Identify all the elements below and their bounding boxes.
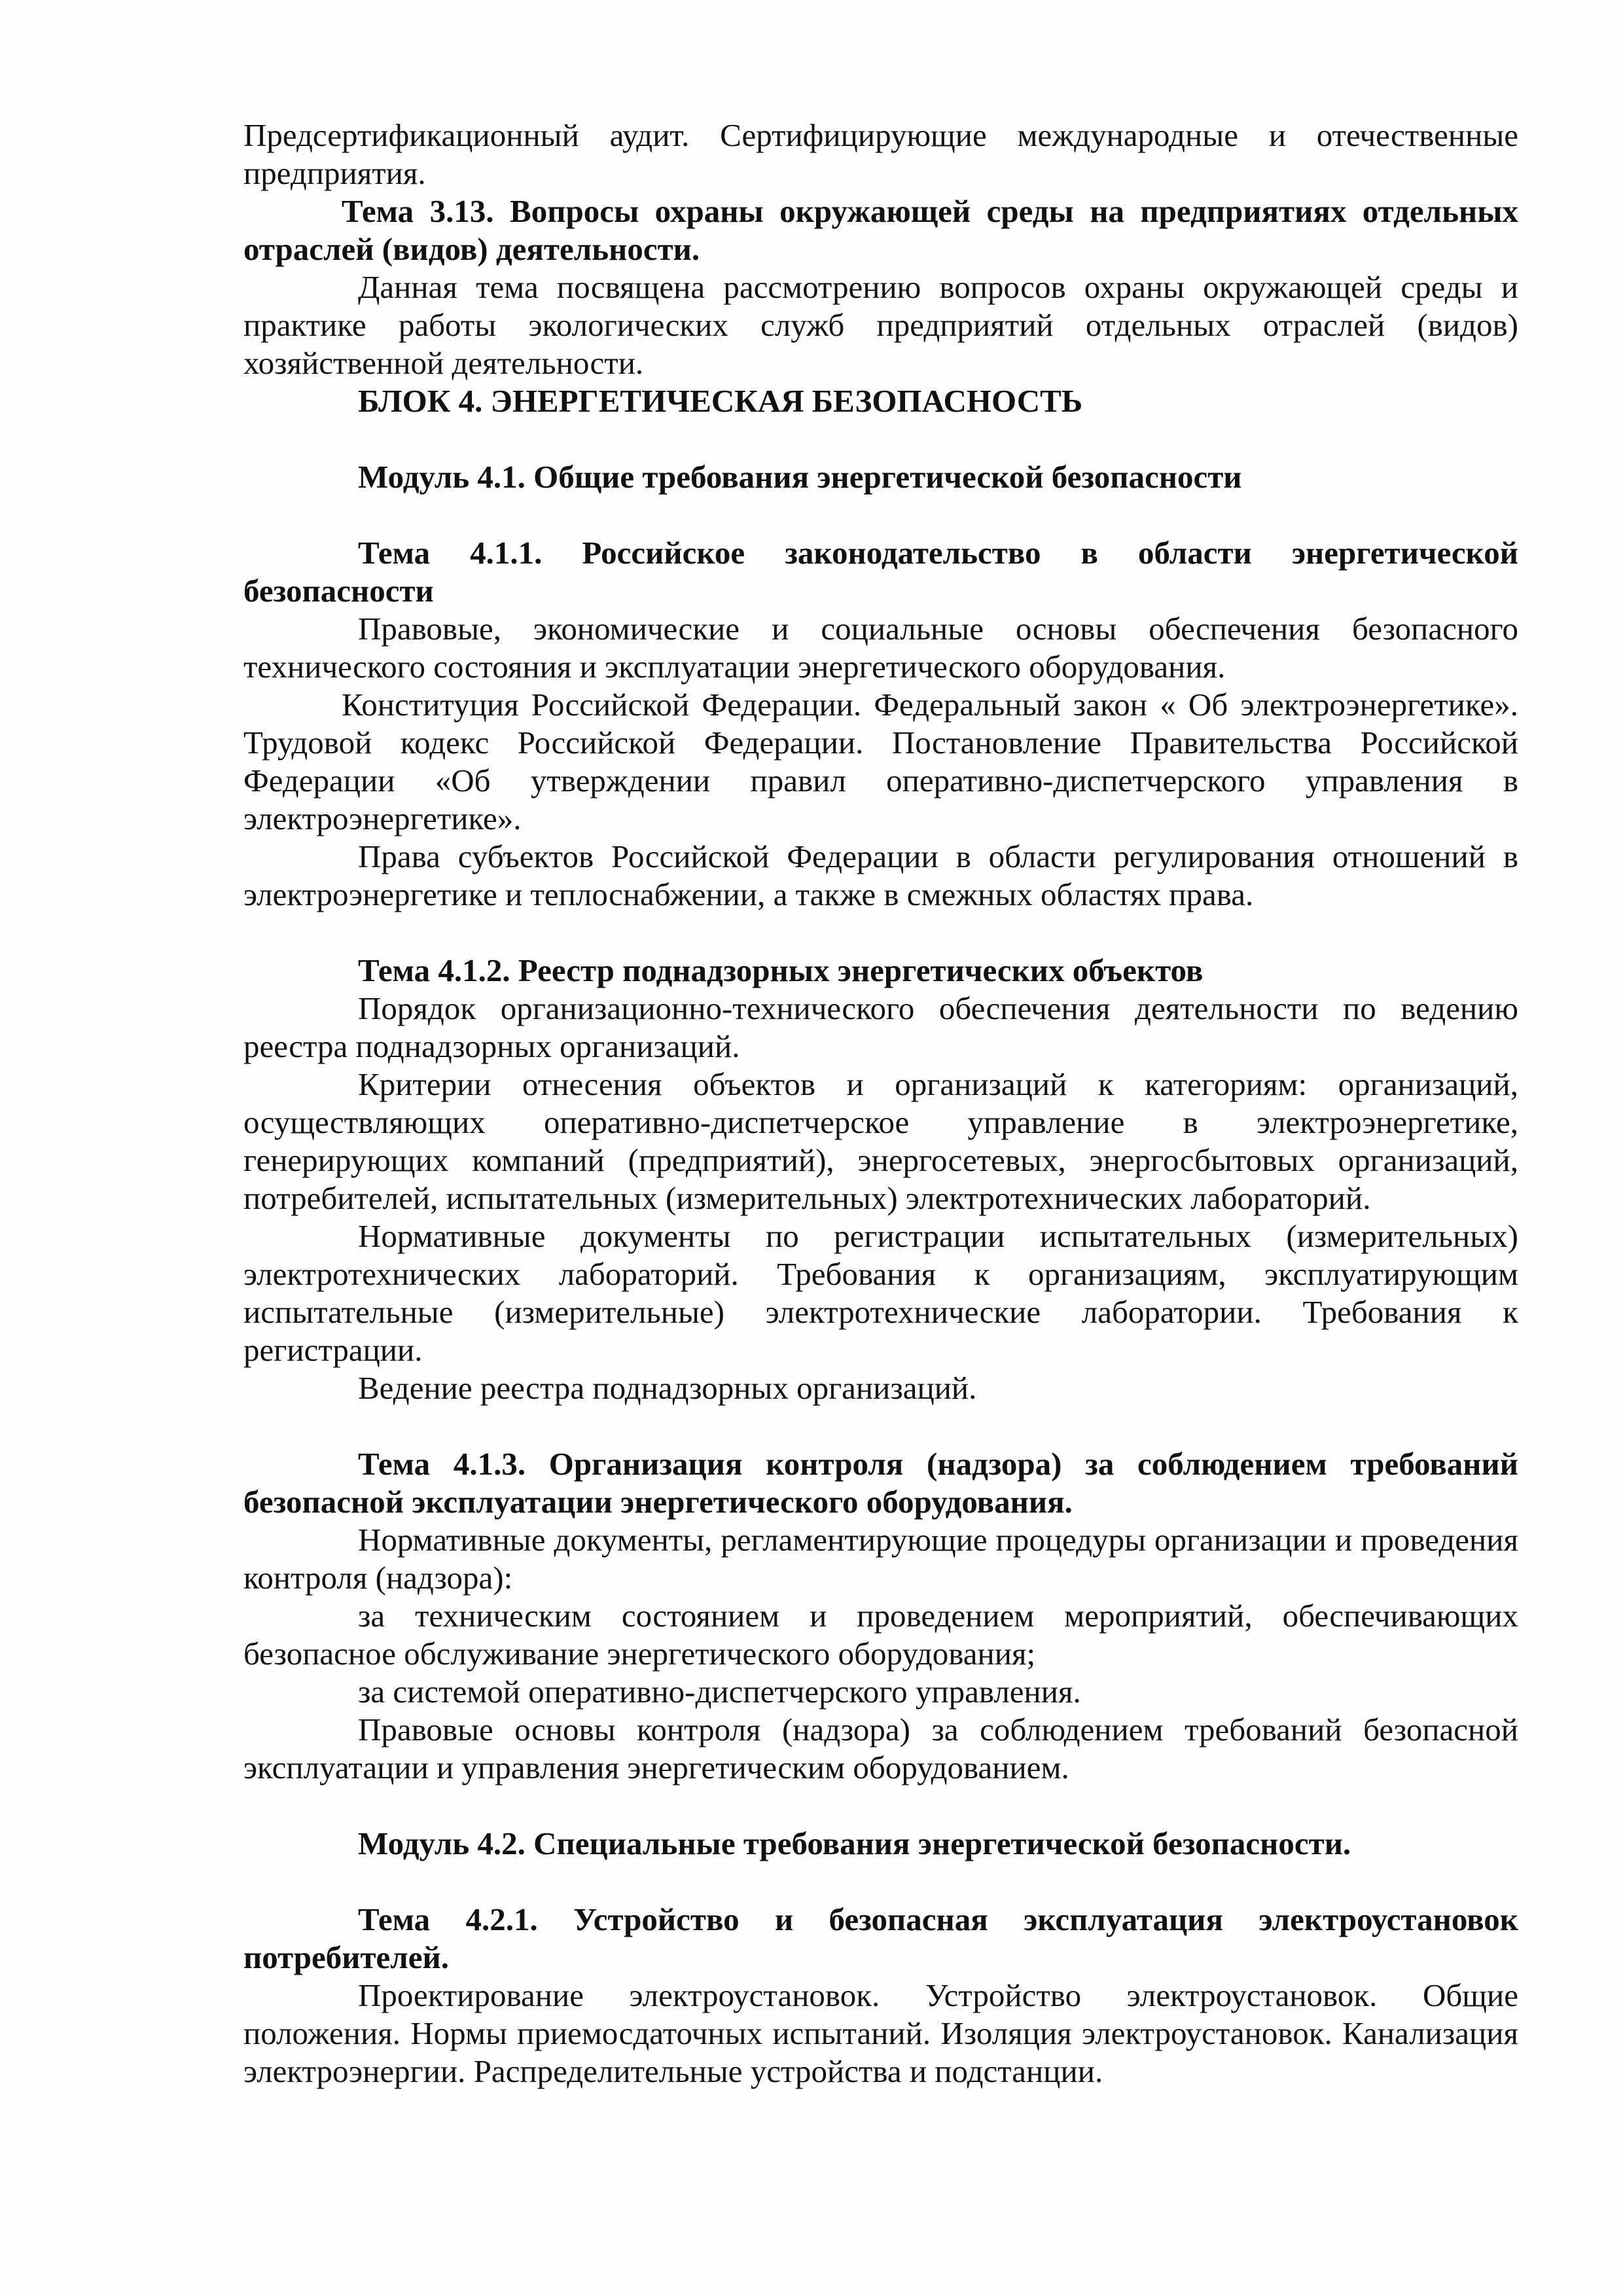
paragraph-legal-control: Правовые основы контроля (надзора) за соблюдением требований безопасной эксплуатации и управления энергетическим оборудованием. [243,1712,1518,1785]
topic-3-13-heading: Тема 3.13. Вопросы охраны окружающей среды на предприятиях отдельных отраслей (видов) деятельности. [243,193,1518,267]
paragraph-technical-state: за техническим состоянием и проведением мероприятий, обеспечивающих безопасное обслуживание энергетического оборудования; [243,1598,1518,1672]
topic-4-2-1-heading: Тема 4.2.1. Устройство и безопасная эксплуатация электроустановок потребителей. [243,1901,1518,1975]
module-4-1-heading: Модуль 4.1. Общие требования энергетической безопасности [358,459,1242,495]
paragraph-constitution: Конституция Российской Федерации. Федеральный закон « Об электроэнергетике». Трудовой кодекс Российской Федерации. Постановление Правительства Российской Федерации «Об утверждении правил оперативно-диспетчерского управления в электроэнергетике». [243,687,1518,836]
module-4-2-heading: Модуль 4.2. Специальные требования энергетической безопасности. [358,1825,1351,1861]
topic-4-1-1-heading: Тема 4.1.1. Российское законодательство в области энергетической безопасности [243,535,1518,609]
document-body [243,117,1518,2090]
block-4-heading: БЛОК 4. ЭНЕРГЕТИЧЕСКАЯ БЕЗОПАСНОСТЬ [358,383,1083,419]
paragraph-criteria: Критерии отнесения объектов и организаций к категориям: организаций, осуществляющих оперативно-диспетчерское управление в электроэнергетике, генерирующих компаний (предприятий), энергосетевых, энергосбытовых организаций, потребителей, испытательных (измерительных) электротехнических лабораторий. [243,1066,1518,1216]
paragraph-normative-control: Нормативные документы, регламентирующие процедуры организации и проведения контроля (надзора): [243,1522,1518,1596]
topic-4-1-3-heading: Тема 4.1.3. Организация контроля (надзора) за соблюдением требований безопасной эксплуатации энергетического оборудования. [243,1446,1518,1520]
paragraph-registry-keeping: Ведение реестра поднадзорных организаций. [358,1370,977,1406]
paragraph-electrical-installations: Проектирование электроустановок. Устройство электроустановок. Общие положения. Нормы приемосдаточных испытаний. Изоляция электроустановок. Канализация электроэнергии. Распределительные устройства и подстанции. [243,1977,1518,2089]
paragraph-normative-labs: Нормативные документы по регистрации испытательных (измерительных) электротехнических лабораторий. Требования к организациям, эксплуатирующим испытательные (измерительные) электротехнические лаборатории. Требования к регистрации. [243,1218,1518,1368]
paragraph-topic-3-13: Данная тема посвящена рассмотрению вопросов охраны окружающей среды и практике работы экологических служб предприятий отдельных отраслей (видов) хозяйственной деятельности. [243,269,1518,381]
paragraph-registry-order: Порядок организационно-технического обеспечения деятельности по ведению реестра поднадзорных организаций. [243,990,1518,1064]
paragraph-precert-audit: Предсертификационный аудит. Сертифицирующие международные и отечественные предприятия. [243,117,1518,191]
topic-4-1-2-heading: Тема 4.1.2. Реестр поднадзорных энергетических объектов [358,952,1204,988]
paragraph-dispatch-system: за системой оперативно-диспетчерского управления. [358,1674,1081,1710]
paragraph-subjects-rights: Права субъектов Российской Федерации в области регулирования отношений в электроэнергетике и теплоснабжении, а также в смежных областях права. [243,838,1518,912]
paragraph-legal-basis: Правовые, экономические и социальные основы обеспечения безопасного технического состояния и эксплуатации энергетического оборудования. [243,611,1518,685]
